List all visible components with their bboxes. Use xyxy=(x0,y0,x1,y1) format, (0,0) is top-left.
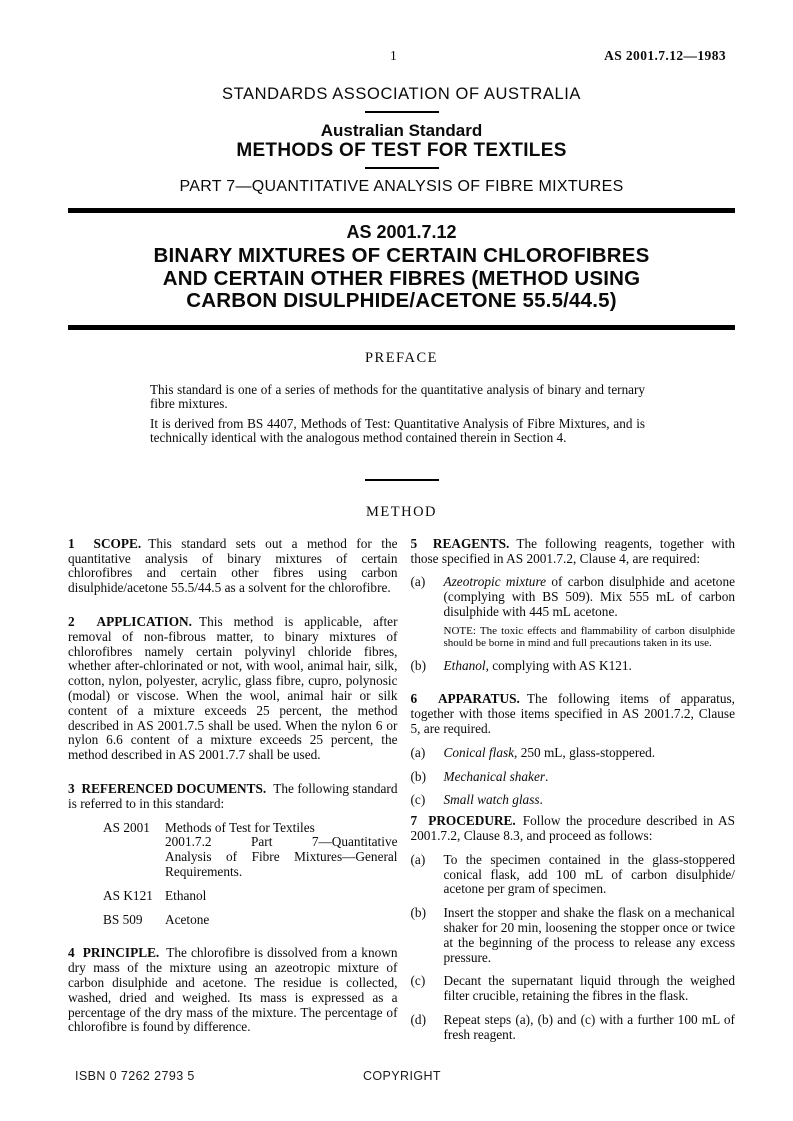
reference-item xyxy=(68,913,398,928)
item-lead: Azeotropic mixture xyxy=(443,574,547,590)
standard-series-title: METHODS OF TEST FOR TEXTILES xyxy=(236,140,567,161)
section-referenced-head: 3 REFERENCED DOCUMENTS. xyxy=(68,781,267,797)
reference-list xyxy=(68,821,398,928)
reference-text xyxy=(165,913,398,928)
item-text: . xyxy=(539,792,543,808)
section-scope xyxy=(68,537,398,596)
section-reagents-body: The following reagents, together with those specified in AS 2001.7.2, Clause 4, are required: xyxy=(410,535,735,566)
section-principle-head: 4 PRINCIPLE. xyxy=(68,945,160,961)
item-lead: Conical flask xyxy=(443,744,515,760)
part-title: PART 7—QUANTITATIVE ANALYSIS OF FIBRE MIXTURES xyxy=(179,178,624,195)
item-marker: (d) xyxy=(410,1012,427,1028)
section-reagents-head: 5 REAGENTS. xyxy=(410,535,510,551)
preface-heading: PREFACE xyxy=(364,349,439,366)
isbn-text: ISBN 0 7262 2793 5 xyxy=(75,1069,195,1083)
standard-code: AS 2001.7.12 xyxy=(346,222,457,242)
item-text: of carbon disulphide and acetone (complying with BS 509). Mix 555 mL of carbon disulphide with 445 mL acetone. xyxy=(443,574,735,620)
section-application-head: 2 APPLICATION. xyxy=(68,614,192,630)
section-reagents xyxy=(411,537,736,674)
preface-paragraph-1: This standard is one of a series of methods for the quantitative analysis of binary and ternary fibre mixtures. xyxy=(150,381,645,412)
apparatus-item-c xyxy=(411,793,736,808)
reference-text-line: Analysis of Fibre Mixtures—General xyxy=(165,849,398,865)
copyright-text: COPYRIGHT xyxy=(363,1069,441,1083)
two-column-body xyxy=(68,537,735,1043)
document-code: AS 2001.7.12—1983 xyxy=(604,48,726,63)
title-block xyxy=(68,222,735,313)
method-heading: METHOD xyxy=(365,503,438,520)
item-text: , complying with AS K121. xyxy=(485,657,632,673)
thick-rule-bottom xyxy=(68,325,735,330)
item-marker: (a) xyxy=(410,574,426,590)
section-apparatus xyxy=(411,692,736,808)
title-line-3: CARBON DISULPHIDE/ACETONE 55.5/44.5) xyxy=(186,289,617,312)
reference-code: AS K121 xyxy=(103,887,153,903)
preface-paragraph-2: It is derived from BS 4407, Methods of Test: Quantitative Analysis of Fibre Mixtures, and is technically identical with the analogous method contained therein in Section 4. xyxy=(150,415,645,446)
item-text: , 250 mL, glass-stoppered. xyxy=(514,744,656,760)
reference-code: AS 2001 xyxy=(103,819,150,835)
reference-item xyxy=(68,821,398,880)
item-marker: (a) xyxy=(410,851,426,867)
association-name: STANDARDS ASSOCIATION OF AUSTRALIA xyxy=(221,85,582,103)
item-marker: (b) xyxy=(410,905,427,921)
reference-text-line: Requirements. xyxy=(165,864,243,880)
thick-rule-top xyxy=(68,208,735,213)
item-marker: (c) xyxy=(410,792,426,808)
reagent-note: NOTE: The toxic effects and flammability of carbon disulphide should be borne in mind and full precautions taken in its use. xyxy=(443,624,735,650)
item-lead: Ethanol xyxy=(443,657,486,673)
item-marker: (b) xyxy=(410,768,427,784)
divider-rule xyxy=(365,111,439,113)
preface-section xyxy=(150,383,645,446)
procedure-item-d xyxy=(411,1013,736,1043)
apparatus-item-a xyxy=(411,746,736,761)
item-lead: Small watch glass xyxy=(443,792,540,808)
reference-text-line: Ethanol xyxy=(165,887,207,903)
section-apparatus-head: 6 APPARATUS. xyxy=(410,691,520,707)
title-line-2: AND CERTAIN OTHER FIBRES (METHOD USING xyxy=(162,266,641,290)
section-procedure-head: 7 PROCEDURE. xyxy=(410,813,516,829)
item-text: Repeat steps (a), (b) and (c) with a further 100 mL of fresh reagent. xyxy=(443,1012,735,1042)
section-scope-head: 1 SCOPE. xyxy=(68,535,142,551)
section-principle-body: The chlorofibre is dissolved from a known dry mass of the mixture using an azeotropic mixture of carbon disulphide and acetone. The residue is collected, washed, dried and weighed. Its mass is expressed as a percentage of the dry mass of the mixture. The percentage of chlorofibre is found by difference. xyxy=(68,945,398,1035)
item-text: Decant the supernatant liquid through the weighed filter crucible, retaining the fibres in the flask. xyxy=(443,973,735,1004)
section-procedure-body: Follow the procedure described in AS 2001.7.2, Clause 8.3, and proceed as follows: xyxy=(410,813,735,844)
section-referenced-documents xyxy=(68,782,398,927)
left-column xyxy=(68,537,398,1043)
right-column xyxy=(411,537,736,1043)
page-number: 1 xyxy=(390,48,397,63)
page-footer xyxy=(75,1069,735,1085)
reference-text xyxy=(165,889,398,904)
apparatus-item-b xyxy=(411,770,736,785)
section-procedure xyxy=(411,814,736,1042)
reference-text xyxy=(165,821,398,880)
section-apparatus-body: The following items of apparatus, together with those items specified in AS 2001.7.2, Clause 5, are required. xyxy=(410,691,735,737)
reference-text-line: Methods of Test for Textiles xyxy=(165,819,315,835)
reagent-item-a xyxy=(411,575,736,649)
item-marker: (b) xyxy=(410,657,427,673)
divider-rule xyxy=(365,167,439,169)
item-text: Insert the stopper and shake the flask on a mechanical shaker for 20 min, loosening the stopper once or twice at the beginning of the process to release any excess pressure. xyxy=(443,905,735,965)
section-application xyxy=(68,615,398,763)
section-scope-body: This standard sets out a method for the quantitative analysis of binary mixtures of certain chlorofibres and certain other fibres using carbon disulphide/acetone 55.5/44.5 as a solvent for the chlorofibre. xyxy=(68,535,398,596)
section-application-body: This method is applicable, after removal of non-fibrous matter, to binary mixtures of chlorofibres namely certain polyvinyl chloride fibres, whether after-chlorinated or not, with wool, animal hair, silk, cotton, nylon, polyester, acrylic, glass fibre, cupro, polynosic (modal) or viscose. When the wool, animal hair or silk content of a mixture exceeds 25 percent, the method described in AS 2001.7.5 shall be used. When the nylon 6 or nylon 6.6 content of a mixture exceeds 25 percent, the method described in AS 2001.7.7 shall be used. xyxy=(68,614,398,763)
procedure-item-b xyxy=(411,906,736,965)
reference-item xyxy=(68,889,398,904)
section-principle xyxy=(68,946,398,1035)
divider-rule xyxy=(365,479,439,481)
masthead xyxy=(68,0,735,195)
procedure-item-a xyxy=(411,853,736,897)
item-lead: Mechanical shaker xyxy=(443,768,546,784)
item-marker: (c) xyxy=(410,973,426,989)
reference-code: BS 509 xyxy=(103,911,143,927)
title-line-1: BINARY MIXTURES OF CERTAIN CHLOROFIBRES xyxy=(153,244,650,267)
section-referenced-body: The following standard is referred to in this standard: xyxy=(68,781,398,811)
item-text: . xyxy=(545,768,549,784)
reference-text-line: Acetone xyxy=(165,911,210,927)
procedure-item-c xyxy=(411,974,736,1004)
reference-text-line: 2001.7.2 Part 7—Quantitative xyxy=(165,834,398,850)
reagent-item-b xyxy=(411,659,736,674)
running-header xyxy=(68,48,726,66)
item-marker: (a) xyxy=(410,744,426,760)
item-text: To the specimen contained in the glass-stoppered conical flask, add 100 mL of carbon disulphide/ acetone per gram of specimen. xyxy=(443,851,735,897)
standard-label: Australian Standard xyxy=(320,121,483,140)
